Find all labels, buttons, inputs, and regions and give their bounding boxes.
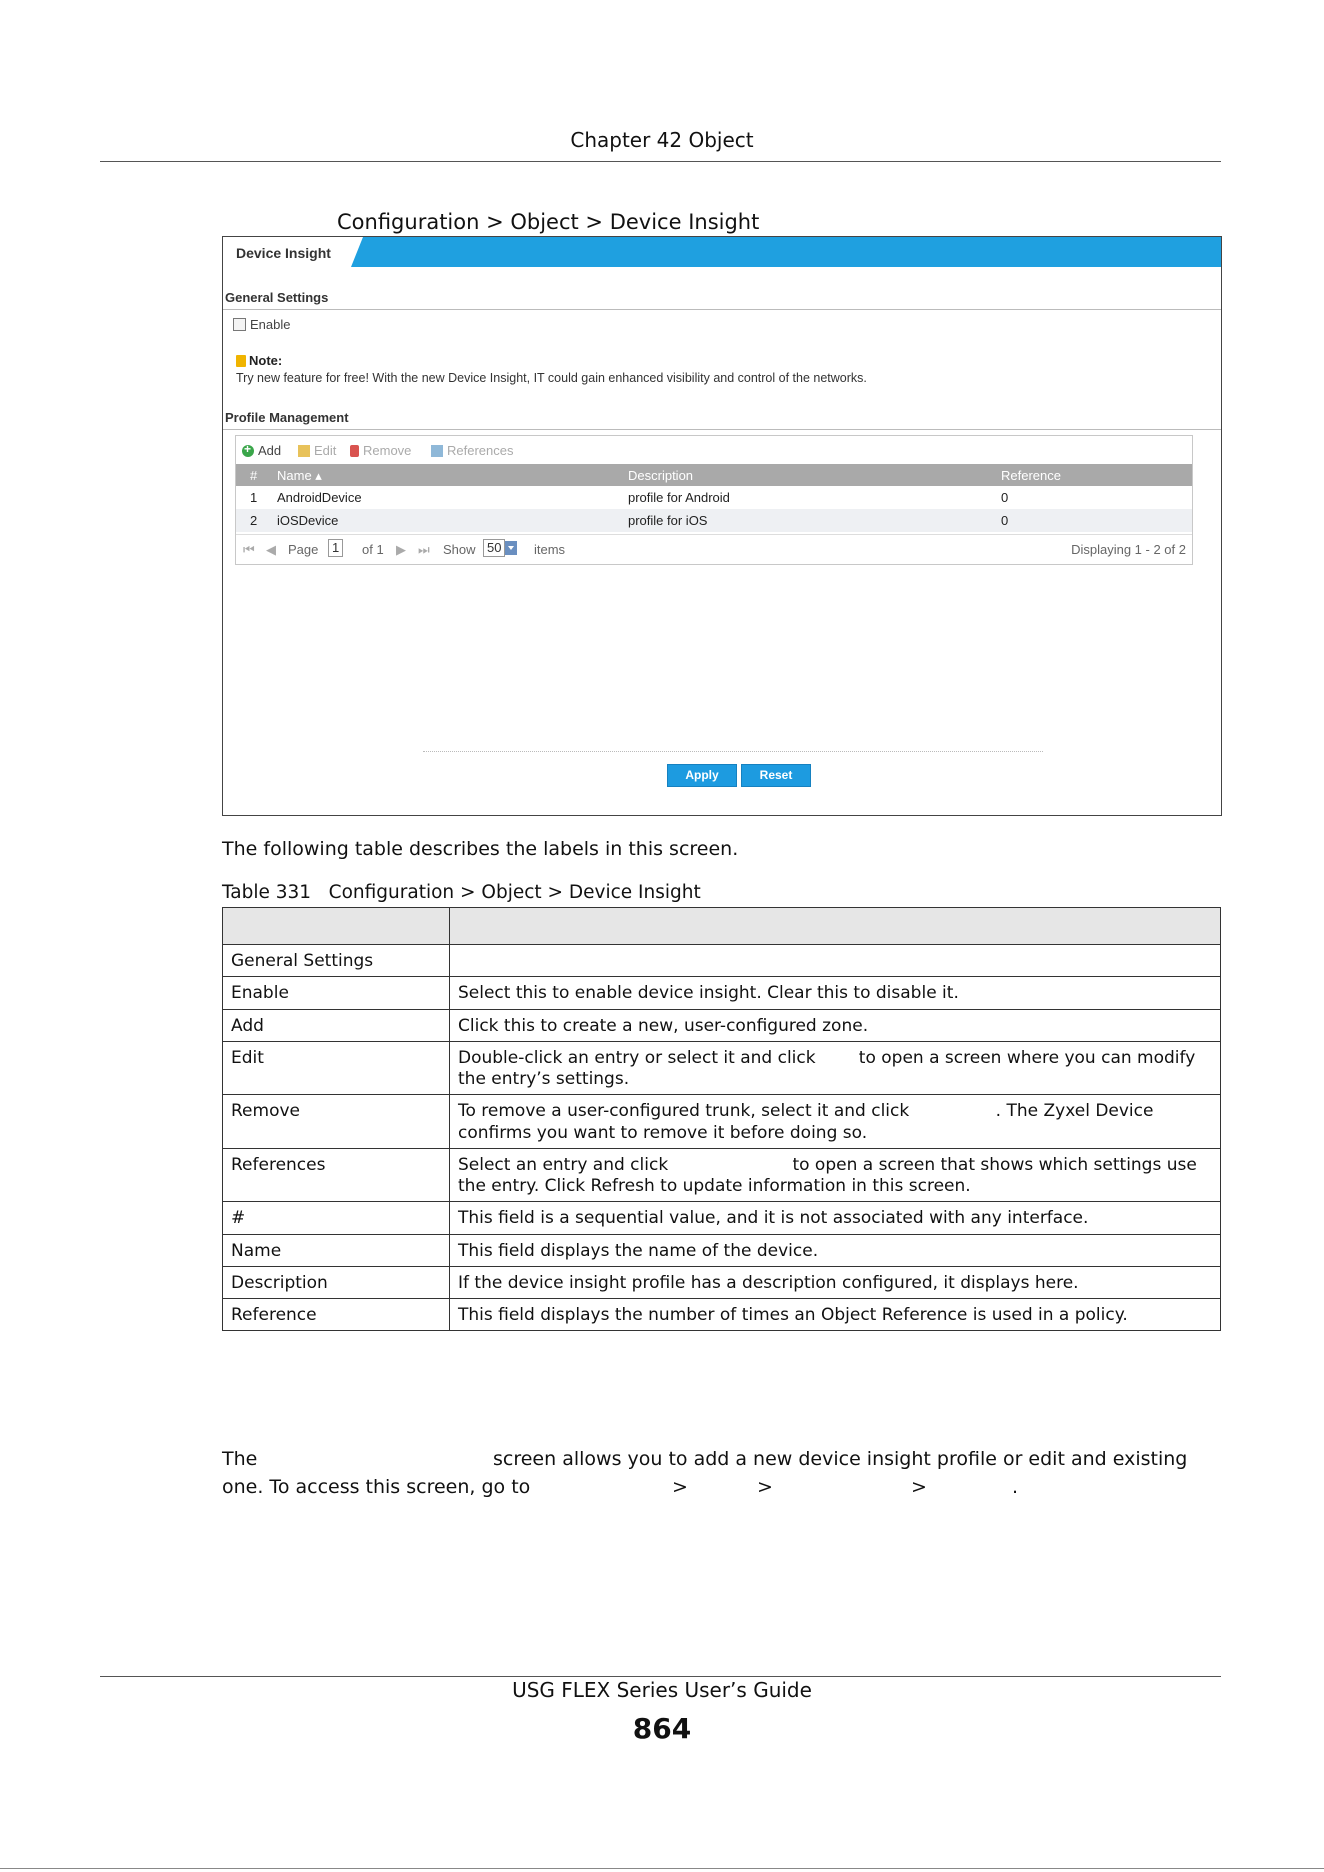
table-row[interactable]: 2 iOSDevice profile for iOS 0: [236, 509, 1192, 532]
apply-button[interactable]: Apply: [667, 764, 737, 787]
page-header: Chapter 42 Object: [570, 128, 754, 152]
enable-checkbox-row[interactable]: [233, 317, 290, 332]
profile-grid: [235, 435, 1193, 565]
table-row: Remove To remove a user-configured trunk, select it and click . The Zyxel Device confirms you want to remove it before doing so.: [223, 1095, 1221, 1149]
note-label: Note:: [249, 353, 283, 368]
page-count: of 1: [362, 542, 384, 557]
header-rule: [100, 161, 1221, 162]
intro-text: The following table describes the labels in this screen.: [222, 838, 739, 860]
add-button[interactable]: +Add: [242, 443, 281, 458]
profile-management-heading: Profile Management: [225, 410, 349, 425]
figure-caption: Configuration > Object > Device Insight: [337, 210, 760, 234]
para-line2-start: one. To access this screen, go to: [222, 1476, 531, 1498]
show-label: Show: [443, 542, 476, 557]
path-separator: >: [672, 1476, 688, 1498]
page-input[interactable]: 1: [328, 539, 343, 557]
edit-icon: [298, 445, 310, 457]
column-header-name[interactable]: Name ▴: [277, 468, 322, 483]
table-row: Description If the device insight profile has a description configured, it displays here.: [223, 1266, 1221, 1298]
button-divider: [423, 751, 1043, 752]
section-divider: [223, 429, 1221, 430]
grid-header: [236, 464, 1192, 486]
note-icon: [236, 355, 246, 367]
tab-device-insight[interactable]: Device Insight: [223, 237, 351, 270]
page-number: 864: [632, 1712, 692, 1745]
trash-icon: [350, 445, 359, 457]
enable-label: Enable: [250, 317, 291, 332]
references-button[interactable]: References: [431, 443, 513, 458]
table-row: Enable Select this to enable device insight. Clear this to disable it.: [223, 977, 1221, 1009]
chevron-down-icon: [505, 541, 517, 555]
grid-pager: [236, 534, 1192, 563]
path-separator: >: [911, 1476, 927, 1498]
last-page-icon[interactable]: ⏭: [418, 542, 430, 557]
footer-title: USG FLEX Series User’s Guide: [512, 1678, 812, 1702]
table-row: Add Click this to create a new, user-configured zone.: [223, 1009, 1221, 1041]
footer-rule: [100, 1676, 1221, 1677]
tab-bar: [223, 237, 1221, 267]
displaying-count: Displaying 1 - 2 of 2: [1071, 542, 1186, 557]
table-caption: Table 331 Configuration > Object > Device Insight: [222, 882, 701, 903]
add-icon: [242, 445, 254, 457]
table-header-row: [223, 908, 1221, 945]
reset-button[interactable]: Reset: [741, 764, 811, 787]
enable-checkbox[interactable]: [233, 318, 246, 331]
para-period: .: [1012, 1476, 1019, 1498]
column-header-num[interactable]: #: [250, 468, 258, 483]
table-row: Reference This field displays the number of times an Object Reference is used in a policy.: [223, 1299, 1221, 1331]
references-icon: [431, 445, 443, 457]
table-row[interactable]: 1 AndroidDevice profile for Android 0: [250, 490, 1009, 505]
description-table: [222, 907, 1221, 1331]
note-row: [236, 353, 282, 368]
table-row: General Settings: [223, 945, 1221, 977]
prev-page-icon[interactable]: ◀: [266, 542, 276, 557]
general-settings-heading: General Settings: [225, 290, 329, 305]
edit-button[interactable]: Edit: [298, 443, 336, 458]
table-row: Name This field displays the name of the device.: [223, 1234, 1221, 1266]
table-row: Edit Double-click an entry or select it and click to open a screen where you can modify the entry’s settings.: [223, 1041, 1221, 1095]
note-text: Try new feature for free! With the new Device Insight, IT could gain enhanced visibility and control of the networks.: [236, 371, 867, 385]
para-line1-start: The: [222, 1448, 258, 1470]
first-page-icon[interactable]: ⏮: [243, 542, 255, 557]
grid-toolbar: [236, 436, 1192, 464]
path-separator: >: [757, 1476, 773, 1498]
para-line1-rest: screen allows you to add a new device insight profile or edit and existing: [493, 1448, 1188, 1470]
table-row: # This field is a sequential value, and it is not associated with any interface.: [223, 1202, 1221, 1234]
device-insight-screenshot: [222, 236, 1222, 816]
column-header-reference[interactable]: Reference: [1001, 468, 1061, 483]
column-header-description[interactable]: Description: [628, 468, 694, 483]
page-label: Page: [288, 542, 319, 557]
remove-button[interactable]: Remove: [350, 443, 411, 458]
section-divider: [223, 309, 1221, 310]
next-page-icon[interactable]: ▶: [396, 542, 406, 557]
show-select[interactable]: 50: [483, 539, 517, 557]
table-row: References Select an entry and click to open a screen that shows which settings use the entry. Click Refresh to update information in this screen.: [223, 1148, 1221, 1202]
items-label: items: [534, 542, 566, 557]
bottom-rule: [0, 1868, 1324, 1869]
